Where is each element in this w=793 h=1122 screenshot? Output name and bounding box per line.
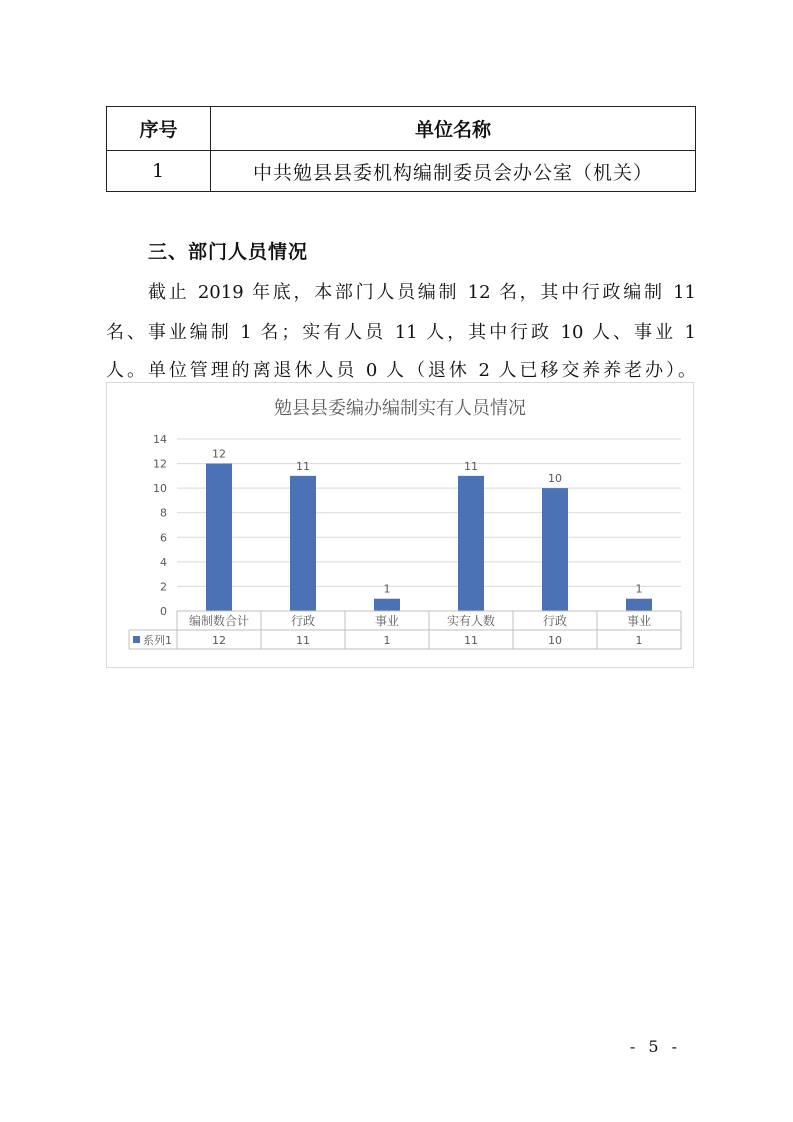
x-category-label: 行政 [542,614,568,628]
y-tick-label: 8 [160,506,167,520]
page-number: - 5 - [629,1037,681,1056]
x-category-label: 实有人数 [446,614,496,628]
data-table-value: 11 [296,634,310,647]
data-label: 12 [212,447,226,461]
data-table-value: 10 [548,634,562,647]
section-heading: 三、部门人员情况 [148,241,309,263]
cell-unit-name: 中共勉县县委机构编制委员会办公室（机关） [211,151,696,192]
paragraph-line-2: 名、事业编制 1 名；实有人员 11 人，其中行政 10 人、事业 1 [106,322,696,343]
bar [626,599,652,611]
bar [458,476,484,611]
data-table-value: 1 [635,634,643,647]
chart-title: 勉县县委编办编制实有人员情况 [274,398,526,419]
legend-series-name: 系列1 [143,634,172,647]
data-label: 11 [296,459,310,473]
column-header-index: 序号 [107,107,211,151]
bar [206,464,232,611]
x-category-label: 行政 [290,614,316,628]
cell-index: 1 [107,151,211,192]
y-tick-label: 12 [153,457,167,471]
paragraph-line-1: 截止 2019 年底，本部门人员编制 12 名，其中行政编制 11 [148,282,696,303]
bar [290,476,316,611]
data-label: 10 [548,472,562,486]
y-tick-label: 4 [160,555,167,569]
y-tick-label: 2 [160,580,167,594]
y-tick-label: 10 [153,482,167,496]
x-category-label: 编制数合计 [188,614,250,628]
y-tick-label: 6 [160,531,167,545]
data-table-value: 1 [383,634,391,647]
legend-swatch [133,636,140,643]
data-label: 11 [464,459,478,473]
y-tick-label: 14 [153,433,167,446]
table-row [107,151,696,192]
paragraph-line-3: 人。单位管理的离退休人员 0 人（退休 2 人已移交养养老办）。 [106,360,696,381]
x-category-label: 事业 [374,614,400,628]
table-header-row [107,107,696,151]
bar [542,488,568,611]
column-header-unit-name: 单位名称 [211,107,696,151]
chart-canvas [107,383,693,667]
data-label: 1 [635,582,643,596]
staffing-chart [106,382,694,668]
x-category-label: 事业 [626,614,652,628]
data-table-value: 12 [212,634,226,647]
data-table-value: 11 [464,634,478,647]
y-tick-label: 0 [160,605,167,618]
bar [374,599,400,611]
unit-table [106,106,696,192]
data-label: 1 [383,582,391,596]
